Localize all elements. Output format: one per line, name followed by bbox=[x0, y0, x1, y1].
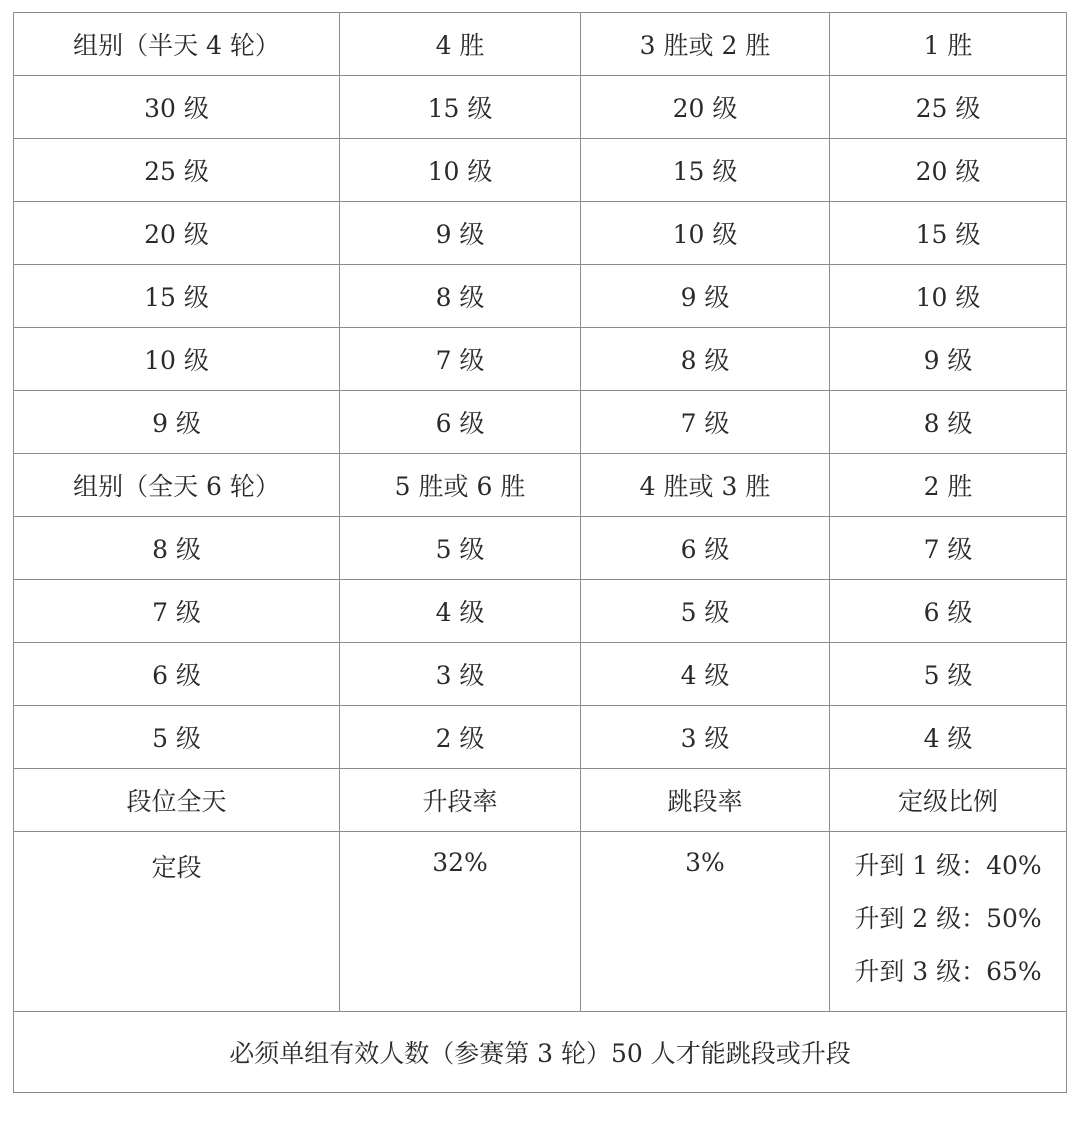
header-cell: 4 胜 bbox=[340, 13, 581, 76]
table-cell: 7 级 bbox=[830, 517, 1067, 580]
table-cell: 20 级 bbox=[830, 139, 1067, 202]
table-cell: 9 级 bbox=[581, 265, 830, 328]
promotion-rate-cell: 32% bbox=[340, 832, 581, 1012]
half-day-header-row bbox=[14, 13, 1067, 76]
table-cell: 2 级 bbox=[340, 706, 581, 769]
table-cell: 8 级 bbox=[830, 391, 1067, 454]
header-cell: 跳段率 bbox=[581, 769, 830, 832]
table-row bbox=[14, 76, 1067, 139]
table-cell: 20 级 bbox=[14, 202, 340, 265]
dan-label-cell: 定段 bbox=[14, 832, 340, 1012]
table-cell: 9 级 bbox=[14, 391, 340, 454]
header-cell: 组别（全天 6 轮） bbox=[14, 454, 340, 517]
table-row bbox=[14, 391, 1067, 454]
table-cell: 5 级 bbox=[830, 643, 1067, 706]
table-row bbox=[14, 643, 1067, 706]
table-cell: 30 级 bbox=[14, 76, 340, 139]
table-cell: 3 级 bbox=[340, 643, 581, 706]
full-day-header-row bbox=[14, 454, 1067, 517]
table-row bbox=[14, 265, 1067, 328]
table-cell: 7 级 bbox=[581, 391, 830, 454]
header-cell: 3 胜或 2 胜 bbox=[581, 13, 830, 76]
promotion-rules-table bbox=[13, 12, 1067, 1093]
table-cell: 10 级 bbox=[581, 202, 830, 265]
table-cell: 6 级 bbox=[14, 643, 340, 706]
table-cell: 10 级 bbox=[830, 265, 1067, 328]
table-cell: 10 级 bbox=[14, 328, 340, 391]
table-cell: 4 级 bbox=[830, 706, 1067, 769]
table-cell: 3 级 bbox=[581, 706, 830, 769]
dan-header-row bbox=[14, 769, 1067, 832]
table-row bbox=[14, 328, 1067, 391]
table-cell: 15 级 bbox=[581, 139, 830, 202]
table-cell: 7 级 bbox=[14, 580, 340, 643]
table-row bbox=[14, 517, 1067, 580]
table-cell: 25 级 bbox=[830, 76, 1067, 139]
table-cell: 10 级 bbox=[340, 139, 581, 202]
header-cell: 1 胜 bbox=[830, 13, 1067, 76]
grading-ratio-line: 升到 1 级：40% bbox=[854, 851, 1042, 880]
header-cell: 段位全天 bbox=[14, 769, 340, 832]
footnote-row bbox=[14, 1012, 1067, 1093]
header-cell: 升段率 bbox=[340, 769, 581, 832]
table-cell: 8 级 bbox=[340, 265, 581, 328]
header-cell: 5 胜或 6 胜 bbox=[340, 454, 581, 517]
table-cell: 6 级 bbox=[340, 391, 581, 454]
table-row bbox=[14, 580, 1067, 643]
table-cell: 5 级 bbox=[581, 580, 830, 643]
table-cell: 15 级 bbox=[830, 202, 1067, 265]
table-row bbox=[14, 139, 1067, 202]
header-cell: 2 胜 bbox=[830, 454, 1067, 517]
table-cell: 15 级 bbox=[340, 76, 581, 139]
table-cell: 9 级 bbox=[830, 328, 1067, 391]
table-cell: 8 级 bbox=[14, 517, 340, 580]
dan-row bbox=[14, 832, 1067, 1012]
table-cell: 6 级 bbox=[830, 580, 1067, 643]
grading-ratio-line: 升到 2 级：50% bbox=[854, 904, 1042, 933]
table-cell: 8 级 bbox=[581, 328, 830, 391]
table-cell: 4 级 bbox=[581, 643, 830, 706]
table-cell: 25 级 bbox=[14, 139, 340, 202]
skip-rate-cell: 3% bbox=[581, 832, 830, 1012]
table-cell: 5 级 bbox=[340, 517, 581, 580]
footnote-text: 必须单组有效人数（参赛第 3 轮）50 人才能跳段或升段 bbox=[14, 1012, 1067, 1093]
table-cell: 4 级 bbox=[340, 580, 581, 643]
grading-ratio-line: 升到 3 级：65% bbox=[854, 957, 1042, 986]
table-cell: 15 级 bbox=[14, 265, 340, 328]
header-cell: 定级比例 bbox=[830, 769, 1067, 832]
table-row bbox=[14, 706, 1067, 769]
table-cell: 9 级 bbox=[340, 202, 581, 265]
table-row bbox=[14, 202, 1067, 265]
grading-ratio-cell bbox=[830, 832, 1067, 1012]
header-cell: 组别（半天 4 轮） bbox=[14, 13, 340, 76]
table-cell: 20 级 bbox=[581, 76, 830, 139]
header-cell: 4 胜或 3 胜 bbox=[581, 454, 830, 517]
table-cell: 7 级 bbox=[340, 328, 581, 391]
table-cell: 6 级 bbox=[581, 517, 830, 580]
table-cell: 5 级 bbox=[14, 706, 340, 769]
